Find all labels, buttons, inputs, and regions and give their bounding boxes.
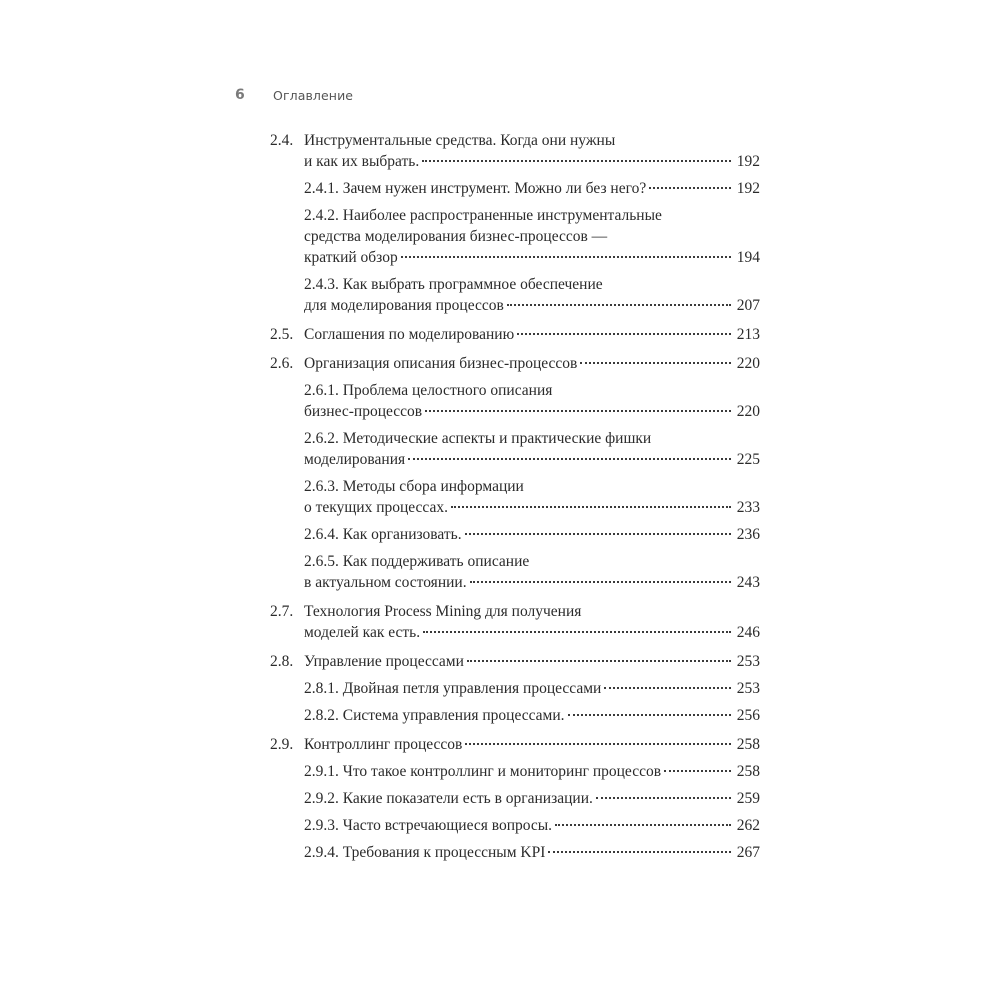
toc-entry-body: [304, 761, 760, 782]
toc-entry-last-line: [304, 815, 760, 836]
toc-entry: [270, 734, 760, 755]
dot-leader: [664, 770, 731, 772]
table-of-contents: [270, 130, 760, 863]
dot-leader: [465, 533, 731, 535]
toc-entry-last-line: [304, 151, 760, 172]
toc-entry-last-line: [304, 353, 760, 374]
running-head-title: Оглавление: [273, 87, 354, 103]
dot-leader: [401, 256, 731, 258]
dot-leader: [649, 187, 731, 189]
toc-entry-body: [304, 380, 760, 422]
toc-page-number: 246: [736, 624, 760, 641]
toc-entry-number: 2.7.: [270, 603, 294, 620]
toc-entry: [270, 788, 760, 809]
toc-entry-line: краткий обзор: [304, 249, 398, 266]
toc-entry-last-line: [304, 842, 760, 863]
toc-entry-last-line: [304, 678, 760, 699]
toc-entry-body: [304, 130, 760, 172]
toc-entry: [270, 353, 760, 374]
dot-leader: [555, 824, 731, 826]
toc-page-number: 194: [736, 249, 760, 266]
dot-leader: [465, 743, 731, 745]
dot-leader: [568, 714, 731, 716]
toc-entry-line: Соглашения по моделированию: [304, 326, 515, 343]
toc-entry-line: 2.8.2. Система управления процессами.: [304, 707, 565, 724]
toc-entry-body: [304, 705, 760, 726]
toc-page-number: 253: [736, 653, 760, 670]
toc-entry-body: [304, 178, 760, 199]
toc-entry-line: Контроллинг процессов: [304, 736, 463, 753]
toc-entry-line: средства моделирования бизнес-процессов —: [304, 228, 608, 245]
toc-entry-line: 2.6.3. Методы сбора информации: [304, 478, 524, 495]
toc-entry-line: Организация описания бизнес-процессов: [304, 355, 578, 372]
toc-entry-number: 2.5.: [270, 326, 294, 343]
toc-entry-body: [304, 678, 760, 699]
toc-entry-last-line: [304, 247, 760, 268]
toc-entry-last-line: [304, 295, 760, 316]
dot-leader: [580, 362, 731, 364]
toc-entry: [270, 651, 760, 672]
toc-entry-line: бизнес-процессов: [304, 403, 423, 420]
toc-entry: [270, 761, 760, 782]
running-head: [235, 86, 353, 104]
toc-entry-last-line: [304, 622, 760, 643]
toc-page-number: 256: [736, 707, 760, 724]
toc-entry-body: [304, 788, 760, 809]
toc-entry-last-line: [304, 761, 760, 782]
toc-entry-line: и как их выбрать.: [304, 153, 420, 170]
toc-page-number: 253: [736, 680, 760, 697]
toc-entry-line: Инструментальные средства. Когда они нужны: [304, 132, 616, 149]
toc-entry-last-line: [304, 324, 760, 345]
toc-entry: [270, 476, 760, 518]
toc-entry-last-line: [304, 449, 760, 470]
toc-page-number: 262: [736, 817, 760, 834]
dot-leader: [425, 410, 731, 412]
toc-entry-body: [304, 551, 760, 593]
toc-entry-body: [304, 274, 760, 316]
toc-entry: [270, 178, 760, 199]
dot-leader: [507, 304, 731, 306]
toc-entry-body: [304, 428, 760, 470]
toc-page-number: 258: [736, 736, 760, 753]
toc-entry-line: 2.6.4. Как организовать.: [304, 526, 462, 543]
toc-entry: [270, 130, 760, 172]
toc-entry-last-line: [304, 524, 760, 545]
dot-leader: [422, 160, 731, 162]
toc-entry: [270, 205, 760, 268]
toc-entry-last-line: [304, 788, 760, 809]
toc-entry-body: [304, 651, 760, 672]
dot-leader: [423, 631, 731, 633]
toc-entry: [270, 815, 760, 836]
toc-page-number: 236: [736, 526, 760, 543]
toc-entry-body: [304, 205, 760, 268]
toc-entry-line: 2.4.2. Наиболее распространенные инструментальные: [304, 207, 662, 224]
toc-page-number: 213: [736, 326, 760, 343]
toc-entry-body: [304, 815, 760, 836]
toc-page-number: 220: [736, 403, 760, 420]
dot-leader: [470, 581, 731, 583]
toc-entry-line: моделей как есть.: [304, 624, 421, 641]
toc-entry-body: [304, 842, 760, 863]
toc-entry-line: 2.9.2. Какие показатели есть в организации.: [304, 790, 593, 807]
toc-entry-last-line: [304, 705, 760, 726]
toc-entry-body: [304, 324, 760, 345]
toc-entry-number: 2.4.: [270, 132, 294, 149]
toc-entry: [270, 678, 760, 699]
dot-leader: [467, 660, 731, 662]
toc-entry-last-line: [304, 734, 760, 755]
toc-page-number: 258: [736, 763, 760, 780]
toc-entry-number: 2.6.: [270, 355, 294, 372]
toc-entry-body: [304, 353, 760, 374]
toc-entry: [270, 705, 760, 726]
toc-entry-line: 2.6.1. Проблема целостного описания: [304, 382, 553, 399]
toc-entry-line: 2.6.5. Как поддерживать описание: [304, 553, 530, 570]
toc-entry: [270, 601, 760, 643]
toc-entry-line: 2.9.4. Требования к процессным KPI: [304, 844, 546, 861]
dot-leader: [548, 851, 731, 853]
toc-entry: [270, 380, 760, 422]
toc-entry-last-line: [304, 401, 760, 422]
toc-page-number: 220: [736, 355, 760, 372]
dot-leader: [517, 333, 731, 335]
toc-entry-line: 2.4.1. Зачем нужен инструмент. Можно ли без него?: [304, 180, 647, 197]
toc-entry-body: [304, 524, 760, 545]
toc-entry-body: [304, 476, 760, 518]
toc-page-number: 192: [736, 153, 760, 170]
toc-entry: [270, 551, 760, 593]
toc-page-number: 207: [736, 297, 760, 314]
toc-entry-line: 2.9.3. Часто встречающиеся вопросы.: [304, 817, 553, 834]
toc-entry-line: моделирования: [304, 451, 406, 468]
dot-leader: [596, 797, 731, 799]
toc-entry: [270, 324, 760, 345]
toc-entry: [270, 428, 760, 470]
toc-entry-body: [304, 734, 760, 755]
toc-entry-line: для моделирования процессов: [304, 297, 504, 314]
toc-page-number: 243: [736, 574, 760, 591]
toc-entry-last-line: [304, 651, 760, 672]
toc-entry: [270, 842, 760, 863]
toc-entry-number: 2.9.: [270, 736, 294, 753]
toc-entry-line: 2.9.1. Что такое контроллинг и мониторинг процессов: [304, 763, 662, 780]
toc-entry-line: 2.4.3. Как выбрать программное обеспечение: [304, 276, 603, 293]
toc-page-number: 225: [736, 451, 760, 468]
toc-entry-last-line: [304, 497, 760, 518]
toc-entry-line: 2.8.1. Двойная петля управления процессами: [304, 680, 602, 697]
toc-entry-last-line: [304, 572, 760, 593]
page-number: 6: [235, 87, 245, 103]
toc-entry: [270, 274, 760, 316]
dot-leader: [408, 458, 731, 460]
toc-entry-line: о текущих процессах.: [304, 499, 449, 516]
dot-leader: [451, 506, 731, 508]
dot-leader: [604, 687, 731, 689]
toc-entry-body: [304, 601, 760, 643]
toc-entry-line: 2.6.2. Методические аспекты и практические фишки: [304, 430, 652, 447]
toc-page-number: 259: [736, 790, 760, 807]
toc-page-number: 192: [736, 180, 760, 197]
toc-entry-line: Управление процессами: [304, 653, 464, 670]
toc-entry-line: в актуальном состоянии.: [304, 574, 467, 591]
toc-entry-last-line: [304, 178, 760, 199]
toc-entry-number: 2.8.: [270, 653, 294, 670]
toc-entry: [270, 524, 760, 545]
toc-entry-line: Технология Process Mining для получения: [304, 603, 582, 620]
toc-page-number: 233: [736, 499, 760, 516]
toc-page-number: 267: [736, 844, 760, 861]
